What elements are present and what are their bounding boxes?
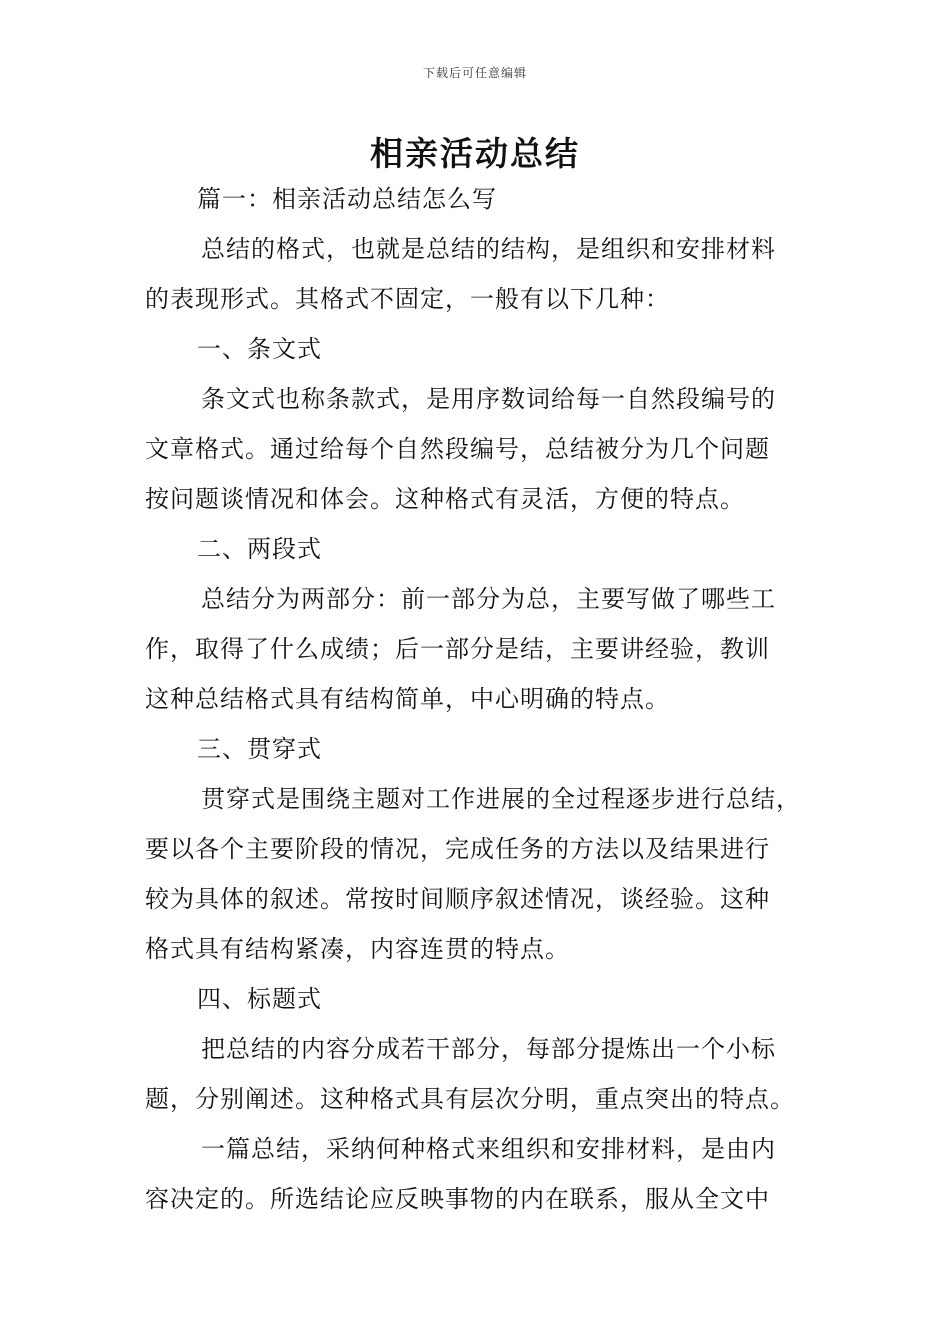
paragraph-line: 格式具有结构紧凑，内容连贯的特点。 [145,935,570,963]
section-heading: 二、两段式 [197,535,322,563]
paragraph-line: 作，取得了什么成绩；后一部分是结，主要讲经验，教训 [145,635,770,663]
paragraph-line: 贯穿式是围绕主题对工作进展的全过程逐步进行总结， [201,785,801,813]
paragraph-line: 文章格式。通过给每个自然段编号，总结被分为几个问题 [145,435,770,463]
section-heading: 四、标题式 [197,985,322,1013]
paragraph-line: 总结的格式，也就是总结的结构，是组织和安排材料 [201,235,776,263]
section-intro-heading: 篇一：相亲活动总结怎么写 [197,185,497,213]
paragraph-line: 一篇总结，采纳何种格式来组织和安排材料，是由内 [201,1135,776,1163]
paragraph-line: 要以各个主要阶段的情况，完成任务的方法以及结果进行 [145,835,770,863]
paragraph-line: 把总结的内容分成若干部分，每部分提炼出一个小标 [201,1035,776,1063]
paragraph-line: 按问题谈情况和体会。这种格式有灵活，方便的特点。 [145,485,745,513]
paragraph-line: 条文式也称条款式，是用序数词给每一自然段编号的 [201,385,776,413]
section-heading: 一、条文式 [197,335,322,363]
paragraph-line: 这种总结格式具有结构简单，中心明确的特点。 [145,685,670,713]
paragraph-line: 总结分为两部分：前一部分为总，主要写做了哪些工 [201,585,776,613]
paragraph-line: 容决定的。所选结论应反映事物的内在联系，服从全文中 [145,1185,770,1213]
header-note: 下载后可任意编辑 [422,66,527,80]
document-title: 相亲活动总结 [370,134,580,173]
section-heading: 三、贯穿式 [197,735,322,763]
paragraph-line: 较为具体的叙述。常按时间顺序叙述情况，谈经验。这种 [145,885,770,913]
document-body [145,174,815,1224]
paragraph-line: 的表现形式。其格式不固定，一般有以下几种： [145,285,670,313]
paragraph-line: 题，分别阐述。这种格式具有层次分明，重点突出的特点。 [145,1085,795,1113]
